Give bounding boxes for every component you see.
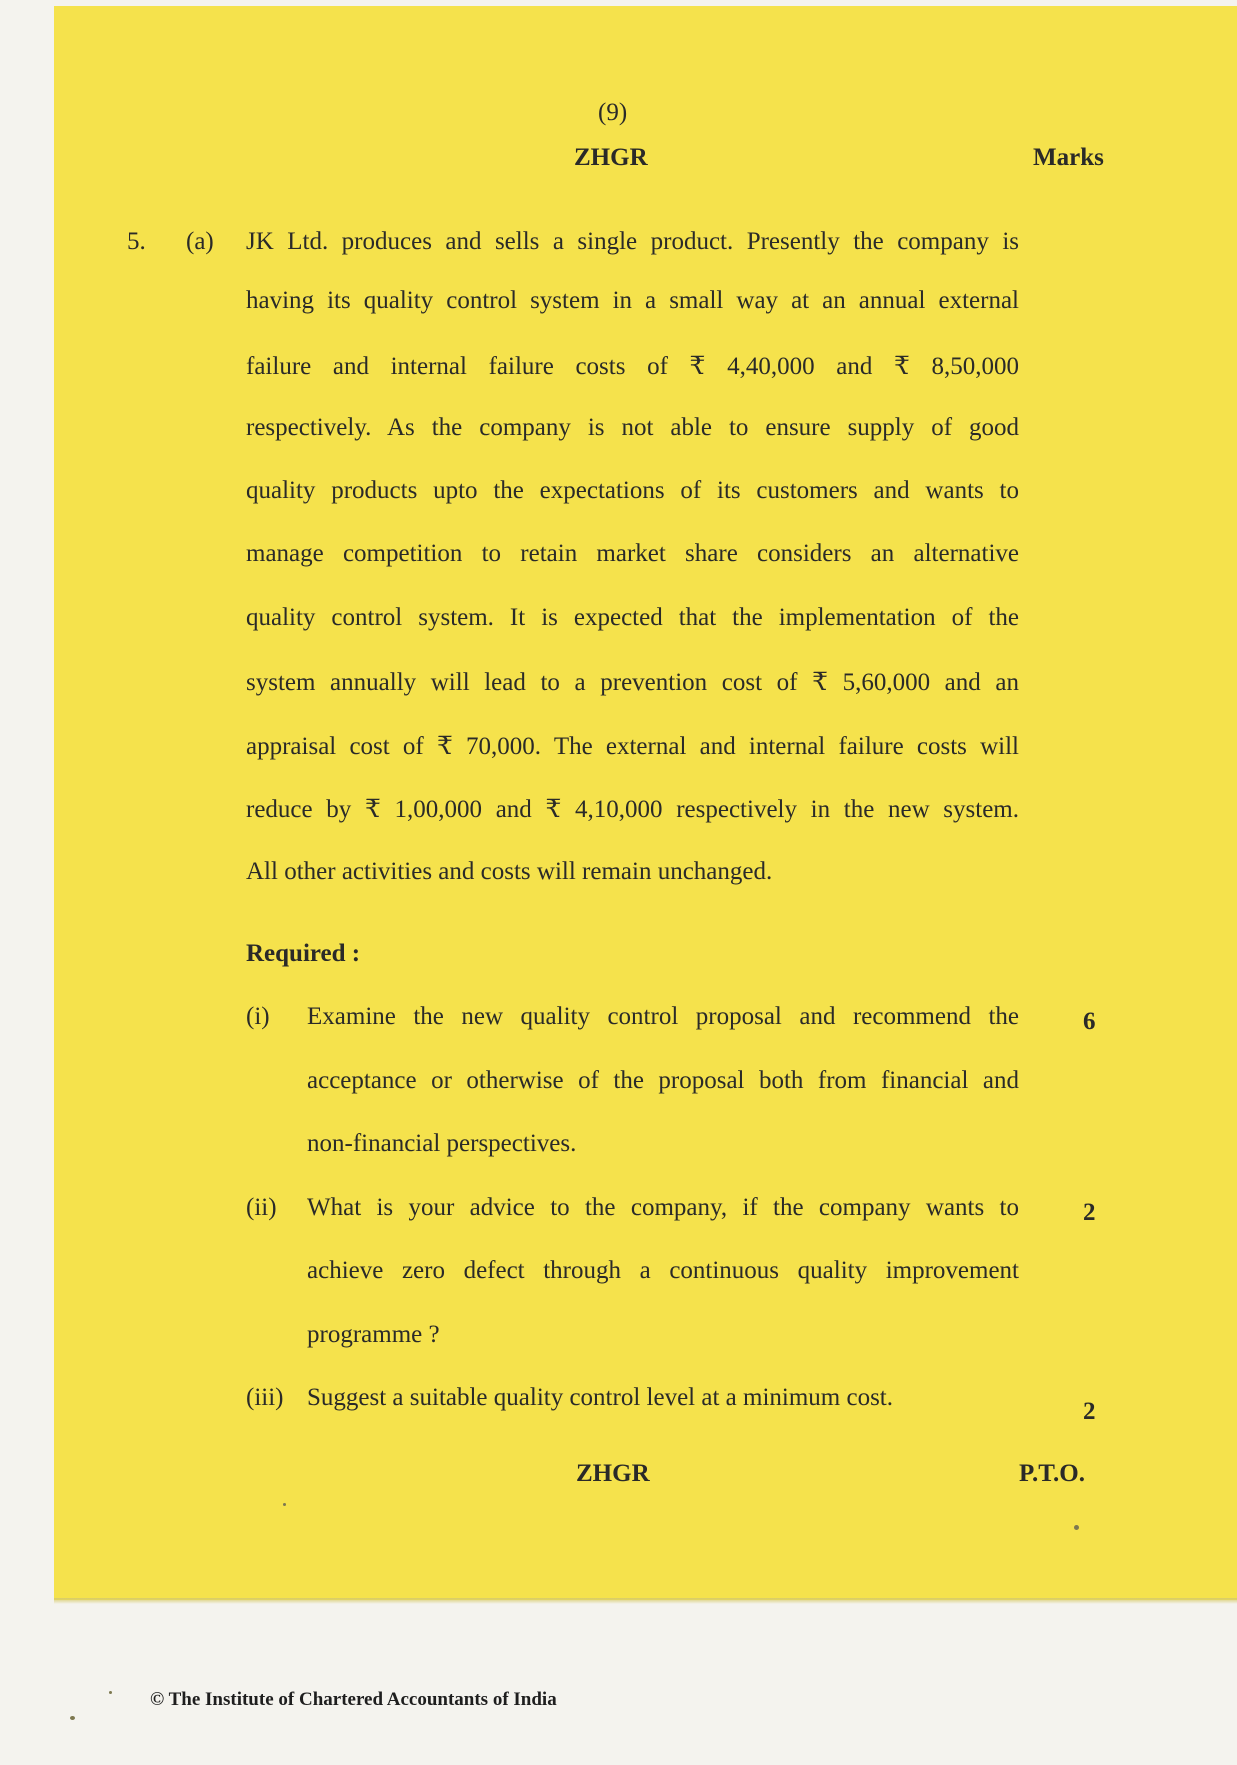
question-text-line: quality products upto the expectations of its customers and wants to <box>246 477 1019 504</box>
scan-speck <box>283 1503 286 1506</box>
copyright-notice: © The Institute of Chartered Accountants of India <box>150 1689 557 1710</box>
page-number: (9) <box>598 99 628 126</box>
scan-speck <box>1074 1525 1079 1530</box>
question-text-line: reduce by ₹ 1,00,000 and ₹ 4,10,000 respectively in the new system. <box>246 796 1019 823</box>
subpart-text-line: Examine the new quality control proposal and recommend the <box>307 1003 1019 1030</box>
subpart-marks: 2 <box>1083 1398 1096 1425</box>
required-label: Required : <box>246 940 361 967</box>
footer-pto: P.T.O. <box>1019 1460 1085 1487</box>
subpart-marks: 2 <box>1083 1199 1096 1226</box>
subpart-number: (i) <box>246 1003 270 1030</box>
scan-speck <box>109 1691 112 1694</box>
header-marks-label: Marks <box>1033 144 1104 171</box>
question-text-line: having its quality control system in a small way at an annual external <box>246 287 1019 314</box>
question-text-line: manage competition to retain market share considers an alternative <box>246 540 1019 567</box>
question-text-line: failure and internal failure costs of ₹ 4,40,000 and ₹ 8,50,000 <box>246 353 1019 380</box>
page-edge-shadow <box>54 1598 1237 1604</box>
subpart-text-line: What is your advice to the company, if the company wants to <box>307 1194 1019 1221</box>
subpart-marks: 6 <box>1083 1008 1096 1035</box>
question-text-line: respectively. As the company is not able to ensure supply of good <box>246 414 1019 441</box>
header-paper-code: ZHGR <box>574 144 648 171</box>
subpart-text-line: programme ? <box>307 1321 440 1348</box>
subpart-text-line: acceptance or otherwise of the proposal both from financial and <box>307 1067 1019 1094</box>
subpart-text-line: non-financial perspectives. <box>307 1130 577 1157</box>
question-text-line: appraisal cost of ₹ 70,000. The external and internal failure costs will <box>246 733 1019 760</box>
question-number: 5. <box>127 228 146 255</box>
scan-speck <box>70 1716 75 1720</box>
subpart-number: (iii) <box>246 1384 284 1411</box>
subpart-number: (ii) <box>246 1194 277 1221</box>
question-text-line: system annually will lead to a prevention cost of ₹ 5,60,000 and an <box>246 669 1019 696</box>
question-text-line: JK Ltd. produces and sells a single product. Presently the company is <box>246 228 1019 255</box>
question-part: (a) <box>186 228 214 255</box>
question-text-line: All other activities and costs will remain unchanged. <box>246 858 773 885</box>
subpart-text-line: Suggest a suitable quality control level at a minimum cost. <box>307 1384 893 1411</box>
question-text-line: quality control system. It is expected that the implementation of the <box>246 604 1019 631</box>
subpart-text-line: achieve zero defect through a continuous quality improvement <box>307 1257 1019 1284</box>
footer-paper-code: ZHGR <box>576 1460 650 1487</box>
